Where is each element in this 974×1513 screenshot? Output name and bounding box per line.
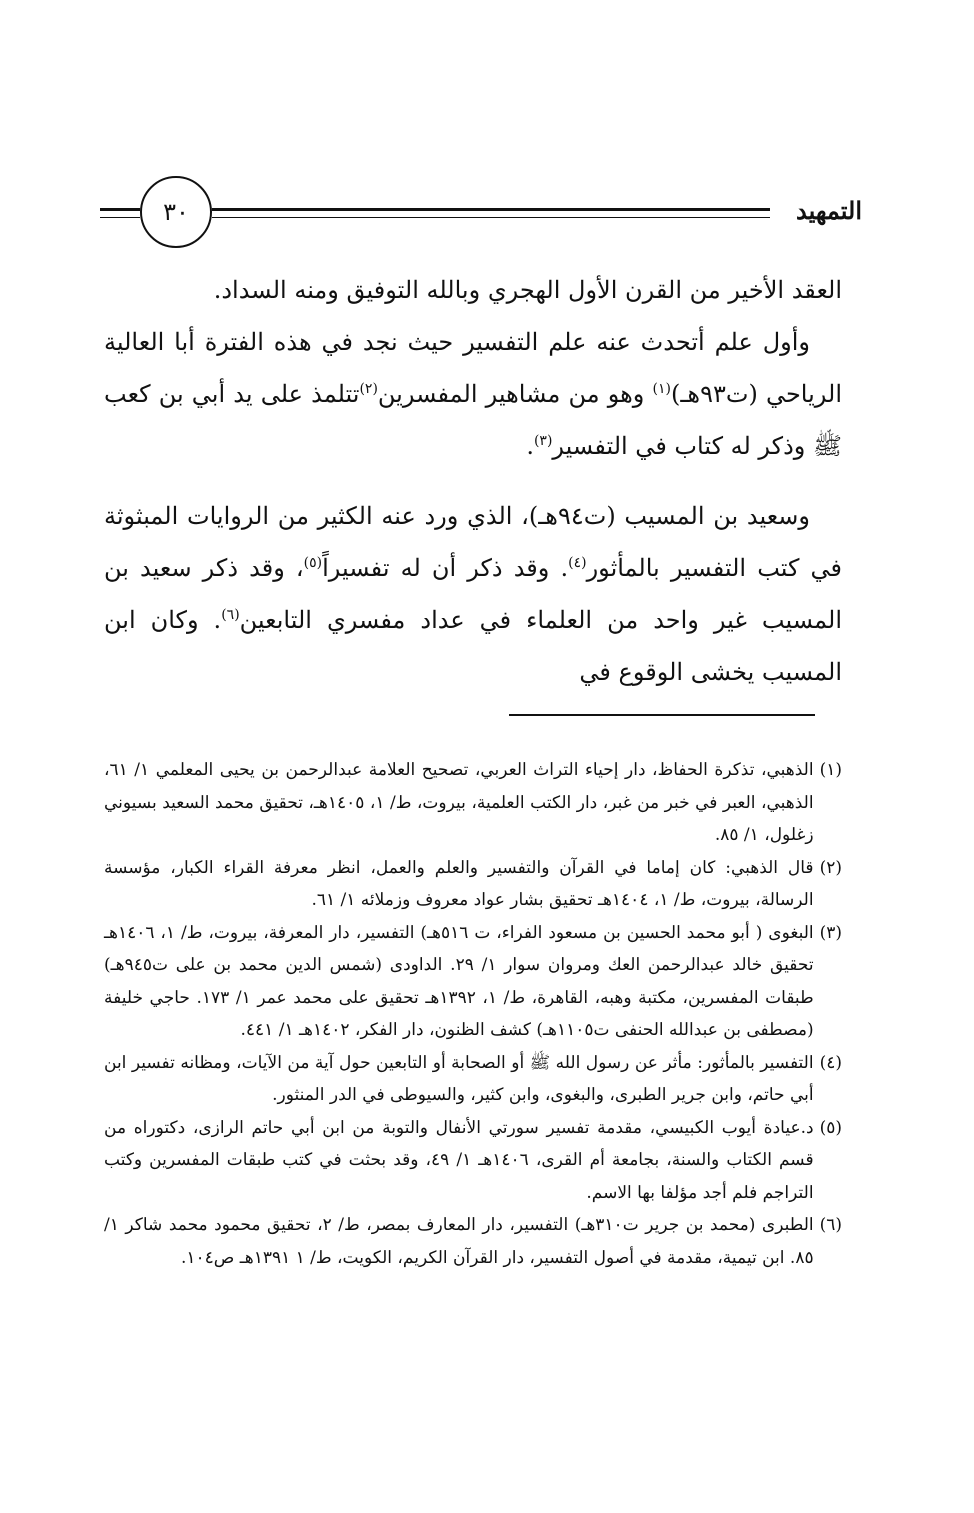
chapter-title: التمهيد [796,196,862,225]
footnote-text: د.عيادة أيوب الكبيسي، مقدمة تفسير سورتي الأنفال والتوبة من ابن أبي حاتم الرازى، دكتوراه من قسم الكتاب والسنة، بجامعة أم القرى، ١٤٠٦هـ ١/ ٤٩، وقد بحثت في كتب طبقات المفسرين وكتب التراجم فلم أجد مؤلفا بها الاسم. [104,1117,814,1203]
footnote-number: (١) [819,760,842,780]
paragraph-2 [104,316,842,472]
header-rule [212,208,770,218]
footnote-6 [104,1209,842,1274]
footnote-ref-5[interactable]: (٥) [303,555,323,571]
footnote-number: (٥) [819,1117,842,1138]
footnote-text: الطبرى (محمد بن جرير ت٣١٠هـ) التفسير، دار المعارف بمصر، ط/ ٢، تحقيق محمود محمد شاكر ١/ ٨٥. ابن تيمية، مقدمة في أصول التفسير، دار القرآن الكريم، الكويت، ط/ ١ ١٣٩١هـ ص١٠٤. [104,1215,814,1268]
footnote-separator [509,714,815,716]
p2-text-3: تتلمذ على يد أبي بن كعب ﷺ وذكر له كتاب في التفسير [104,380,842,460]
footnote-number: (٦) [819,1215,842,1235]
p2-text-1: وأول علم أتحدث عنه علم التفسير حيث نجد في هذه الفترة أبا العالية الرياحي (ت٩٣هـ) [104,328,843,408]
page-number: ٣٠ [163,198,189,226]
p2-text-4: . [526,432,534,460]
footnote-number: (٤) [819,1052,842,1073]
main-text [104,264,842,698]
p3-text-3: ، وقد ذكر سعيد بن المسيب غير واحد من العلماء في عداد مفسري التابعين [104,554,842,634]
footnote-5 [104,1112,842,1210]
paragraph-gap [104,472,842,490]
paragraph-1: العقد الأخير من القرن الأول الهجري وبالله التوفيق ومنه السداد. [213,276,842,304]
paragraph-3 [104,490,842,698]
footnote-text: الذهبي، تذكرة الحفاظ، دار إحياء التراث العربي، تصحيح العلامة عبدالرحمن بن يحيى المعلمي ١/ ٦١، الذهبي، العبر في خبر من غبر، دار الكتب العلمية، بيروت، ط/ ١، ١٤٠٥هـ، تحقيق محمد السعيد بسيوني زغلول، ١/ ٨٥. [104,760,814,845]
p3-text-1: وسعيد بن المسيب (ت٩٤هـ)، الذي ورد عنه الكثير من الروايات المبثوثة في كتب التفسير بالمأثور [104,502,842,582]
footnotes [104,754,842,1274]
footnote-1 [104,754,842,852]
footnote-number: (٢) [819,857,842,878]
footnote-text: قال الذهبي: كان إماما في القرآن والتفسير والعلم والعمل، انظر معرفة القراء الكبار، مؤسسة الرسالة، بيروت، ط/ ١، ١٤٠٤هـ تحقيق بشار عواد معروف وزملائه ١/ ٦١. [104,857,814,910]
footnote-number: (٣) [819,922,842,943]
footnote-ref-2[interactable]: (٢) [359,381,378,397]
footnote-2 [104,852,842,917]
page-number-badge [140,176,212,248]
footnote-text: التفسير بالمأثور: مأثر عن رسول الله ﷺ أو الصحابة أو التابعين حول آية من الآيات، ومظانه تفسير ابن أبي حاتم، وابن جرير الطبرى، والبغوى، وابن كثير، والسيوطى في الدر المنثور. [104,1052,814,1105]
footnote-4 [104,1047,842,1112]
p3-text-2: . وقد ذكر أن له تفسيراً [322,554,569,582]
p3-text-4: . وكان ابن المسيب يخشى الوقوع في [104,606,842,686]
footnote-ref-4[interactable]: (٤) [568,555,587,571]
header-rule-left [100,208,140,218]
footnote-3 [104,917,842,1047]
footnote-ref-6[interactable]: (٦) [221,607,240,623]
page-header [100,178,862,258]
p2-text-2: وهو من مشاهير المفسرين [377,380,653,408]
footnote-ref-1[interactable]: (١) [652,381,672,397]
footnote-ref-3[interactable]: (٣) [533,433,553,449]
footnote-text: البغوى ( أبو محمد الحسين بن مسعود الفراء، ت ٥١٦هـ) التفسير، دار المعرفة، بيروت، ط/ ١، ١٤٠٦هـ تحقيق خالد عبدالرحمن العك ومروان سوار ١/ ٢٩. الداودى (شمس الدين محمد بن على ت٩٤٥هـ) طبقات المفسرين، مكتبة وهبه، القاهرة، ط/ ١، ١٣٩٢هـ تحقيق على محمد عمر ١/ ١٧٣. حاجي خليفة (مصطفى بن عبدالله الحنفى ت١١٠٥هـ) كشف الظنون، دار الفكر، ١٤٠٢هـ ١/ ٤٤١. [104,922,814,1040]
